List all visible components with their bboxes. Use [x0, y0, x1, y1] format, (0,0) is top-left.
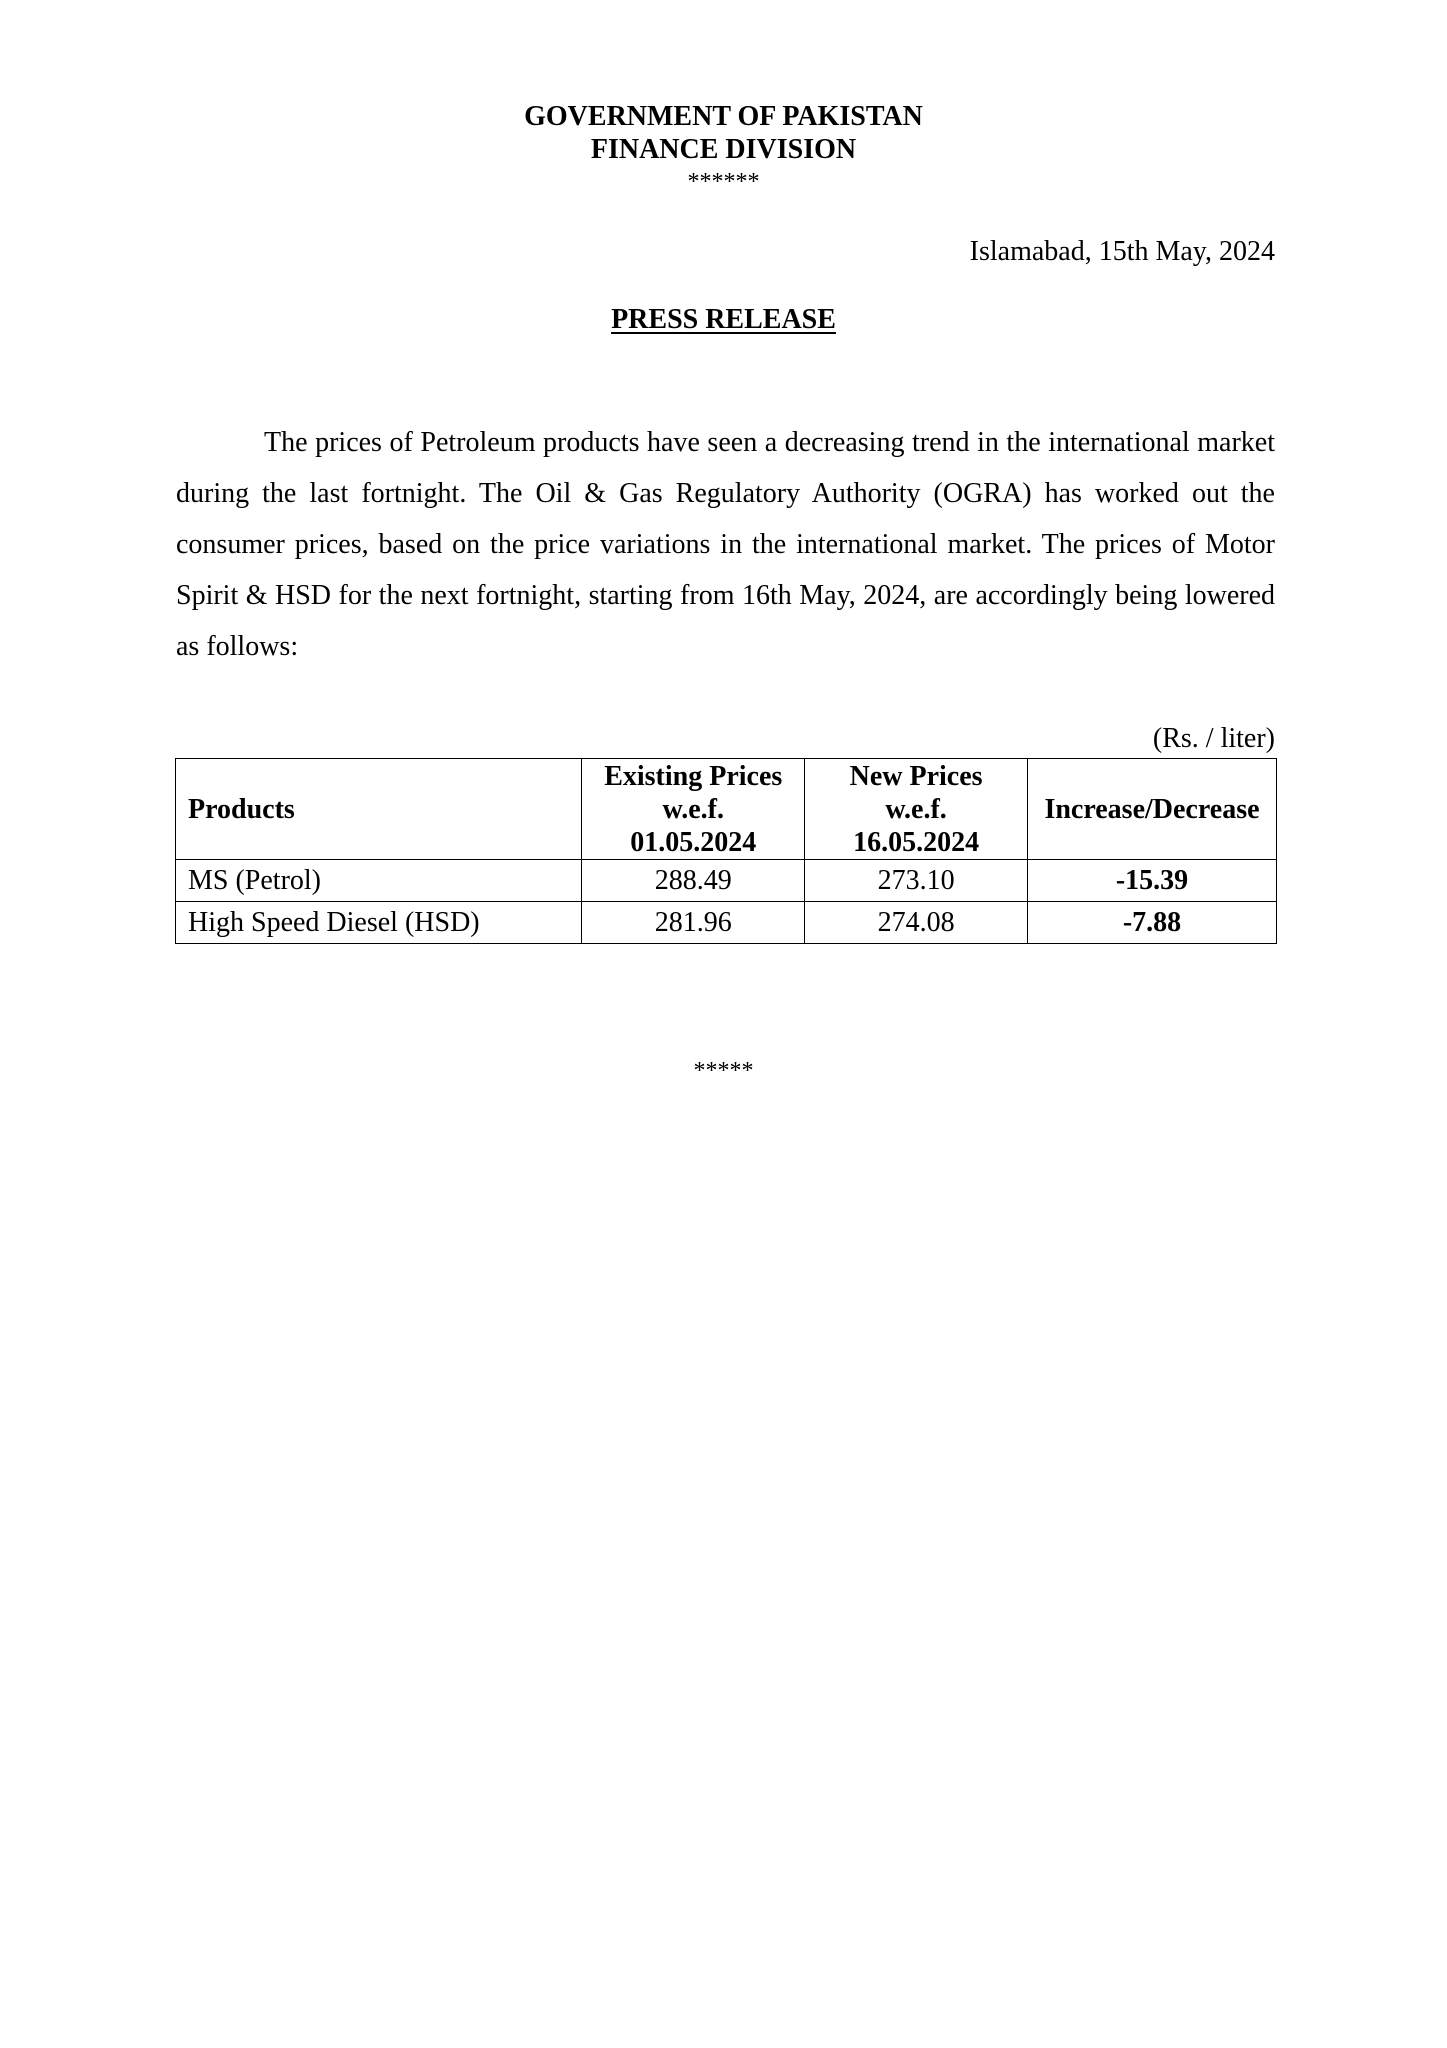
header-existing-line: Existing Prices: [604, 760, 783, 792]
govt-heading: GOVERNMENT OF PAKISTAN: [524, 101, 923, 132]
page-title: PRESS RELEASE: [611, 304, 836, 335]
dateline: Islamabad, 15th May, 2024: [969, 236, 1275, 267]
footer-separator: *****: [693, 1058, 754, 1084]
header-existing-prices: [582, 759, 805, 860]
header-change: Increase/Decrease: [1028, 759, 1277, 860]
unit-note: (Rs. / liter): [1152, 723, 1275, 754]
header-new-line: w.e.f.: [885, 793, 947, 825]
price-table: [175, 758, 1277, 944]
cell-product: MS (Petrol): [176, 860, 582, 902]
header-new-date: 16.05.2024: [853, 826, 980, 858]
header-new-line: New Prices: [849, 760, 983, 792]
header-existing-line: w.e.f.: [662, 793, 724, 825]
table-row: [176, 902, 1277, 944]
cell-change: -7.88: [1028, 902, 1277, 944]
cell-change: -15.39: [1028, 860, 1277, 902]
header-separator: ******: [687, 169, 760, 195]
cell-existing-price: 288.49: [582, 860, 805, 902]
cell-product: High Speed Diesel (HSD): [176, 902, 582, 944]
header-new-prices: [805, 759, 1028, 860]
header-existing-date: 01.05.2024: [630, 826, 757, 858]
cell-new-price: 273.10: [805, 860, 1028, 902]
header-products: Products: [176, 759, 582, 860]
table-header-row: [176, 759, 1277, 860]
cell-new-price: 274.08: [805, 902, 1028, 944]
body-paragraph: The prices of Petroleum products have seen a decreasing trend in the international market during the last fortnight. The Oil & Gas Regulatory Authority (OGRA) has worked out the consumer prices, based on the price variations in the international market. The prices of Motor Spirit & HSD for the next fortnight, starting from 16th May, 2024, are accordingly being lowered as follows:: [176, 427, 1275, 662]
cell-existing-price: 281.96: [582, 902, 805, 944]
division-heading: FINANCE DIVISION: [590, 134, 857, 165]
table-row: [176, 860, 1277, 902]
